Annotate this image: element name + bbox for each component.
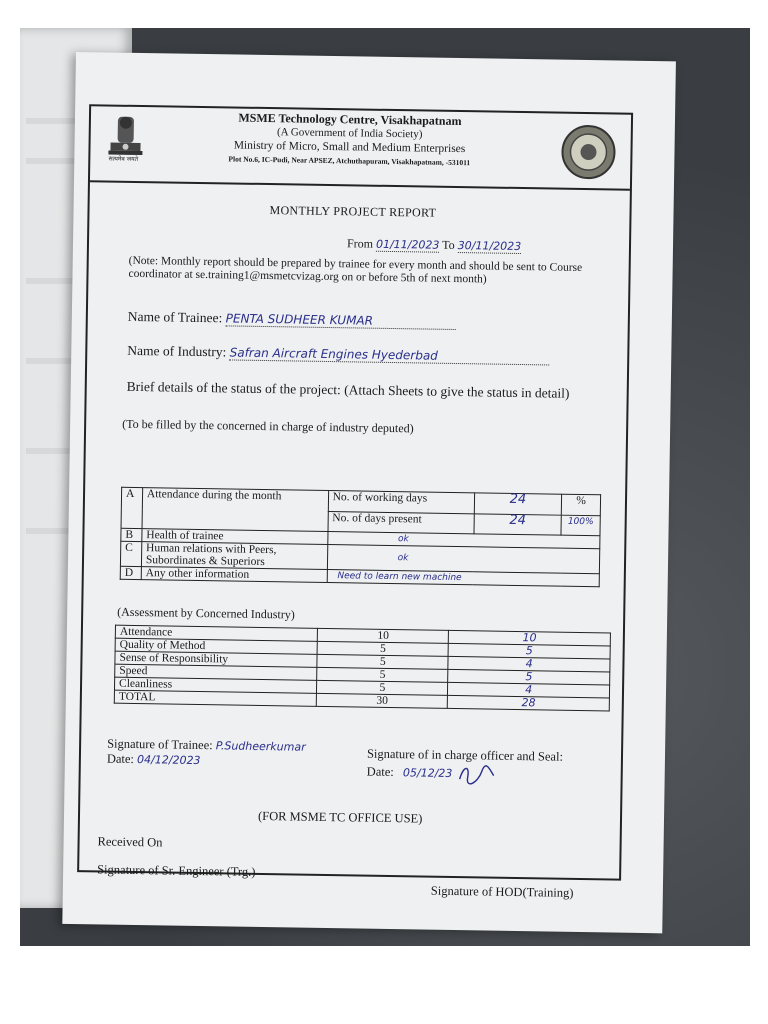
attendance-label: Attendance during the month bbox=[142, 488, 328, 532]
form-frame bbox=[77, 104, 633, 900]
assessment-criterion: TOTAL bbox=[114, 690, 316, 706]
assessment-score: 4 bbox=[448, 656, 610, 672]
assessment-table bbox=[114, 625, 611, 712]
assessment-score: 10 bbox=[449, 630, 611, 646]
other-info-label: Any other information bbox=[141, 567, 327, 583]
national-emblem-icon bbox=[102, 112, 149, 175]
letterhead bbox=[90, 106, 631, 190]
assessment-criterion: Attendance bbox=[115, 625, 317, 641]
org-name: MSME Technology Centre, Visakhapatnam bbox=[238, 110, 462, 129]
assessment-score: 28 bbox=[448, 695, 610, 711]
hod-signature-label: Signature of HOD(Training) bbox=[430, 883, 574, 900]
assessment-heading: (Assessment by Concerned Industry) bbox=[117, 604, 295, 622]
assessment-max-score: 5 bbox=[317, 641, 448, 656]
report-title: MONTHLY PROJECT REPORT bbox=[269, 203, 437, 220]
msme-seal-icon bbox=[560, 124, 617, 181]
ministry-text: Ministry of Micro, Small and Medium Enterprises bbox=[233, 139, 466, 156]
assessment-criterion: Cleanliness bbox=[114, 677, 316, 693]
office-use-heading: (FOR MSME TC OFFICE USE) bbox=[257, 808, 423, 826]
report-sheet bbox=[62, 52, 676, 933]
assessment-score: 5 bbox=[448, 643, 610, 659]
emblem-caption: सत्यमेव जयते bbox=[108, 155, 139, 163]
assessment-max-score: 30 bbox=[317, 693, 448, 708]
industry-label: Name of Industry: bbox=[127, 342, 227, 360]
days-present-label: No. of days present bbox=[328, 512, 475, 534]
received-on-label: Received On bbox=[97, 834, 163, 850]
other-info-value: Need to learn new machine bbox=[327, 570, 600, 587]
trainee-signature-label: Signature of Trainee: bbox=[107, 736, 213, 753]
trainee-name-row bbox=[128, 309, 456, 330]
to-date: 30/11/2023 bbox=[457, 239, 522, 254]
trainee-date-label: Date: bbox=[106, 751, 135, 766]
officer-signature-scribble-icon bbox=[455, 763, 495, 786]
row-key: C bbox=[120, 541, 141, 566]
officer-date-label: Date: bbox=[366, 764, 394, 779]
industry-name-value: Safran Aircraft Engines Hyederbad bbox=[230, 345, 550, 365]
assessment-max-score: 5 bbox=[317, 667, 448, 682]
assessment-max-score: 5 bbox=[317, 680, 448, 695]
period bbox=[347, 236, 521, 254]
row-key: D bbox=[120, 566, 141, 579]
trainee-signature-block bbox=[107, 737, 306, 770]
working-days-label: No. of working days bbox=[328, 491, 475, 514]
trainee-label: Name of Trainee: bbox=[127, 308, 223, 326]
assessment-criterion: Speed bbox=[115, 664, 317, 680]
health-label: Health of trainee bbox=[142, 529, 328, 545]
submission-note: (Note: Monthly report should be prepared by trainee for every month and should be sent to Course coordinator at se.training1@msmetcvizag.org on or before 5th of next month) bbox=[128, 254, 583, 286]
status-table bbox=[120, 487, 601, 588]
filled-by-note: (To be filled by the concerned in charge of industry deputed) bbox=[122, 416, 414, 436]
percent-value: 100% bbox=[561, 515, 600, 536]
officer-signature-block bbox=[367, 747, 564, 787]
trainee-date-value: 04/12/2023 bbox=[136, 753, 201, 768]
letterhead-text bbox=[154, 109, 545, 171]
officer-signature-label: Signature of in charge officer and Seal: bbox=[366, 746, 564, 764]
assessment-max-score: 5 bbox=[317, 654, 448, 669]
from-date: 01/11/2023 bbox=[375, 237, 440, 252]
row-key: B bbox=[121, 528, 142, 541]
industry-name-row bbox=[127, 343, 550, 366]
sr-engineer-signature-label: Signature of Sr. Engineer (Trg.) bbox=[97, 862, 256, 879]
human-relations-label: Human relations with Peers, Subordinates & Superiors bbox=[141, 542, 327, 570]
trainee-signature-value: P.Sudheerkumar bbox=[215, 739, 306, 754]
to-label: To bbox=[442, 237, 455, 252]
human-relations-value: ok bbox=[327, 545, 600, 574]
officer-date-value: 05/12/23 bbox=[402, 766, 453, 780]
assessment-score: 4 bbox=[448, 682, 610, 698]
from-label: From bbox=[346, 236, 374, 251]
society-text: (A Government of India Society) bbox=[276, 126, 423, 141]
assessment-criterion: Quality of Method bbox=[115, 638, 317, 654]
days-present-value: 24 bbox=[474, 514, 562, 535]
brief-details: Brief details of the status of the project: (Attach Sheets to give the status in detail) bbox=[126, 378, 570, 401]
health-value: ok bbox=[327, 532, 600, 549]
trainee-name-value: PENTA SUDHEER KUMAR bbox=[226, 311, 456, 330]
assessment-criterion: Sense of Responsibility bbox=[115, 651, 317, 667]
address-text: Plot No.6, IC-Pudi, Near APSEZ, Atchuthapuram, Visakhapatnam, -531011 bbox=[228, 154, 471, 168]
working-days-value: 24 bbox=[474, 493, 562, 515]
row-key: A bbox=[121, 487, 143, 528]
percent-label: % bbox=[561, 494, 600, 516]
assessment-score: 5 bbox=[448, 669, 610, 685]
assessment-max-score: 10 bbox=[318, 628, 449, 643]
